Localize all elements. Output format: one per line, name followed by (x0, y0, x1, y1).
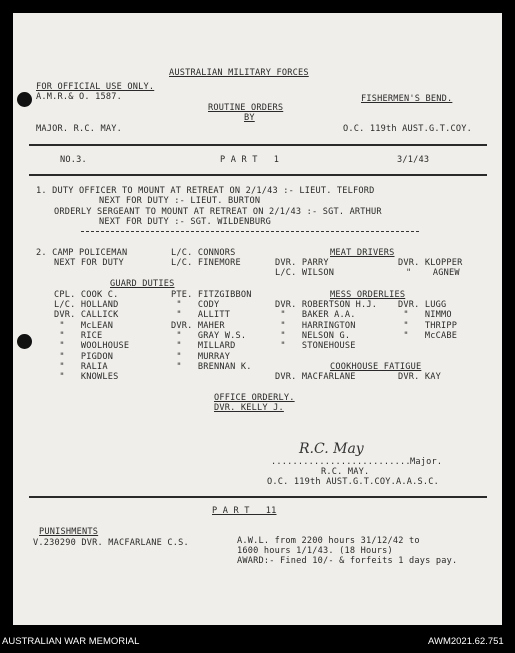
office-orderly-name: DVR. KELLY J. (214, 403, 284, 413)
meat-driver-1: DVR. PARRY (275, 258, 329, 268)
part-two-heading: P A R T 11 (212, 506, 277, 516)
guard-name: " WOOLHOUSE (54, 341, 130, 351)
mess-name: " HARRINGTON (275, 321, 356, 331)
meat-driver-4: " AGNEW (406, 268, 460, 278)
part-rule (29, 174, 487, 176)
footer-credit: AUSTRALIAN WAR MEMORIAL (2, 636, 140, 647)
commanding-unit: O.C. 119th AUST.G.T.COY. (343, 124, 472, 134)
cookhouse-name-1: DVR. MACFARLANE (275, 372, 356, 382)
meat-drivers-heading: MEAT DRIVERS (330, 248, 395, 258)
guard-name: " GRAY W.S. (171, 331, 247, 341)
mess-name: " NELSON G. (275, 331, 351, 341)
guard-name: L/C. HOLLAND (54, 300, 119, 310)
camp-next-label: NEXT FOR DUTY (54, 258, 124, 268)
mess-name: " THRIPP (398, 321, 458, 331)
award-line: AWARD:- Fined 10/- & forfeits 1 days pay. (237, 556, 458, 566)
offence-line-1: A.W.L. from 2200 hours 31/12/42 to (237, 536, 420, 546)
signature-rank: Major. (410, 457, 443, 467)
footer-accession: AWM2021.62.751 (428, 636, 504, 647)
meat-driver-2: DVR. KLOPPER (398, 258, 463, 268)
guard-name: PTE. FITZGIBBON (171, 290, 252, 300)
document-page (13, 13, 502, 625)
order-number: NO.3. (60, 155, 87, 165)
header-rule (29, 144, 487, 146)
guard-name: " McLEAN (54, 321, 114, 331)
mess-name: DVR. ROBERTSON H.J. (275, 300, 378, 310)
guard-name: " KNOWLES (54, 372, 119, 382)
location: FISHERMEN'S BEND. (361, 94, 453, 104)
duty-officer-line: 1. DUTY OFFICER TO MOUNT AT RETREAT ON 2/1/43 :- LIEUT. TELFORD (36, 186, 375, 196)
order-date: 3/1/43 (397, 155, 430, 165)
cookhouse-name-2: DVR. KAY (398, 372, 441, 382)
official-use: FOR OFFICIAL USE ONLY. (36, 82, 155, 92)
meat-driver-3: L/C. WILSON (275, 268, 335, 278)
next-officer-line: NEXT FOR DUTY :- LIEUT. BURTON (99, 196, 261, 206)
punishments-heading: PUNISHMENTS (39, 527, 99, 537)
signature-unit: O.C. 119th AUST.G.T.COY.A.A.S.C. (267, 477, 439, 487)
signature-line: .......................... (271, 457, 411, 467)
next-sergeant-line: NEXT FOR DUTY :- SGT. WILDENBURG (99, 217, 271, 227)
mess-name: DVR. LUGG (398, 300, 447, 310)
camp-policeman-label: 2. CAMP POLICEMAN (36, 248, 128, 258)
guard-name: " CODY (171, 300, 220, 310)
header-title: AUSTRALIAN MILITARY FORCES (169, 68, 309, 78)
guard-duties-heading: GUARD DUTIES (110, 279, 175, 289)
guard-name: DVR. MAHER (171, 321, 225, 331)
offence-line-2: 1600 hours 1/1/43. (18 Hours) (237, 546, 393, 556)
guard-name: " BRENNAN K. (171, 362, 252, 372)
signature-name: R.C. MAY. (321, 467, 370, 477)
guard-name: " ALLITT (171, 310, 231, 320)
punch-hole-bottom (17, 334, 32, 349)
handwritten-signature: R.C. May (299, 441, 364, 457)
punished-soldier: V.230290 DVR. MACFARLANE C.S. (33, 538, 189, 548)
camp-policeman-name: L/C. CONNORS (171, 248, 236, 258)
routine-orders: ROUTINE ORDERS (208, 103, 284, 113)
part-one-heading: P A R T 1 (220, 155, 280, 165)
mess-name: " STONEHOUSE (275, 341, 356, 351)
guard-name: DVR. CALLICK (54, 310, 119, 320)
mess-name: " NIMMO (398, 310, 452, 320)
part-two-rule (29, 496, 487, 498)
guard-name: CPL. COOK C. (54, 290, 119, 300)
item1-divider (81, 231, 419, 232)
order-reference: A.M.R.& O. 1587. (36, 92, 122, 102)
punch-hole-top (17, 92, 32, 107)
mess-name: " BAKER A.A. (275, 310, 356, 320)
mess-name: " McCABE (398, 331, 458, 341)
guard-name: " RALIA (54, 362, 108, 372)
cookhouse-heading: COOKHOUSE FATIGUE (330, 362, 422, 372)
issuing-officer: MAJOR. R.C. MAY. (36, 124, 122, 134)
guard-name: " PIGDON (54, 352, 114, 362)
guard-name: " RICE (54, 331, 103, 341)
by-label: BY (244, 113, 255, 123)
mess-orderlies-heading: MESS ORDERLIES (330, 290, 406, 300)
office-orderly-heading: OFFICE ORDERLY. (214, 393, 295, 403)
guard-name: " MILLARD (171, 341, 236, 351)
camp-next-name: L/C. FINEMORE (171, 258, 241, 268)
orderly-sergeant-line: ORDERLY SERGEANT TO MOUNT AT RETREAT ON 2/1/43 :- SGT. ARTHUR (54, 207, 382, 217)
guard-name: " MURRAY (171, 352, 231, 362)
